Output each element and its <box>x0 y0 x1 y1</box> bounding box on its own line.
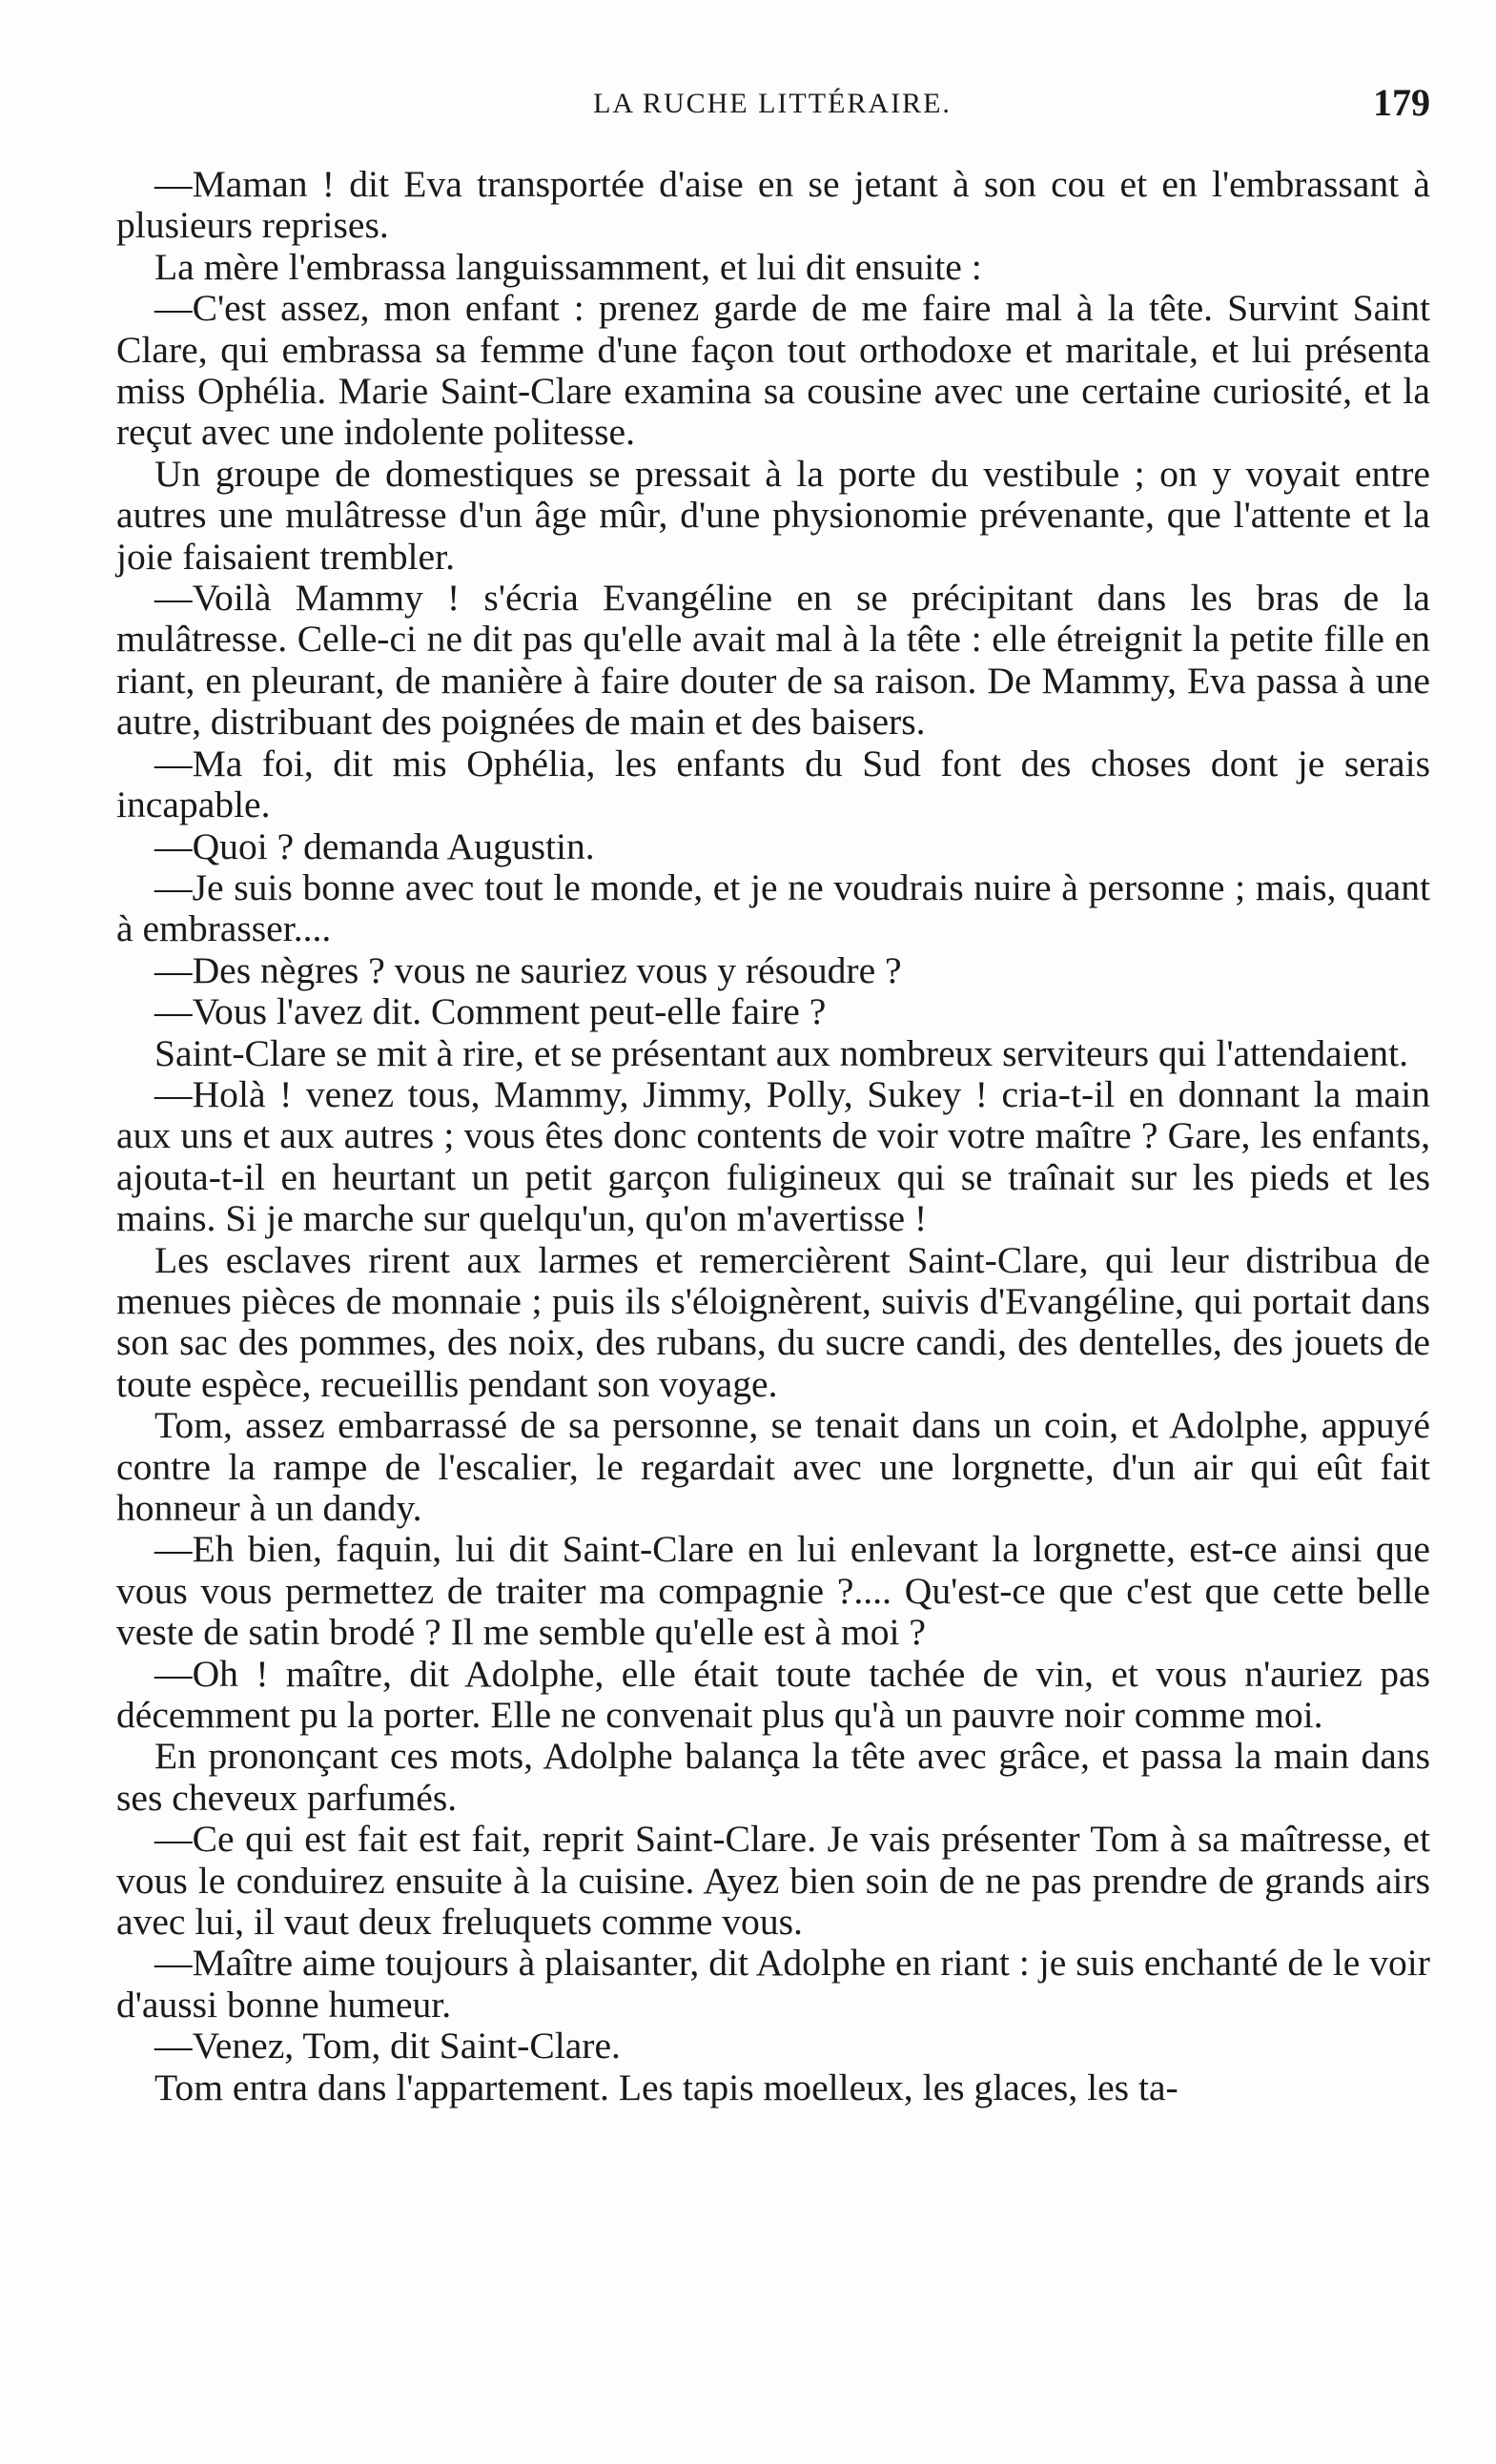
paragraph: Un groupe de domestiques se pressait à la porte du vestibule ; on y voyait entre autres une mulâtresse d'un âge mûr, d'une physionomie prévenante, que l'attente et la joie faisaient trembler. <box>116 452 1430 578</box>
paragraph: —Maître aime toujours à plaisanter, dit Adolphe en riant : je suis enchanté de le voir d'aussi bonne humeur. <box>116 1942 1430 2026</box>
paragraph: —Ma foi, dit mis Ophélia, les enfants du Sud font des choses dont je serais incapable. <box>116 742 1430 826</box>
paragraph: —Des nègres ? vous ne sauriez vous y résoudre ? <box>154 948 902 991</box>
paragraph: —C'est assez, mon enfant : prenez garde de me faire mal à la tête. Survint Saint Clare, qui embrassa sa femme d'une façon tout orthodoxe et maritale, et lui présenta miss Ophélia. Marie Saint-Clare examina sa cousine avec une certaine curiosité, et la reçut avec une indolente politesse. <box>116 287 1430 454</box>
paragraph: —Holà ! venez tous, Mammy, Jimmy, Polly, Sukey ! cria-t-il en donnant la main aux uns et aux autres ; vous êtes donc contents de voir votre maître ? Gare, les enfants, ajouta-t-il en heurtant un petit garçon fuligineux qui se traînait sur les pieds et les mains. Si je marche sur quelqu'un, qu'on m'avertisse ! <box>116 1072 1430 1240</box>
paragraph: —Maman ! dit Eva transportée d'aise en se jetant à son cou et en l'embrassant à plusieurs reprises. <box>116 163 1430 247</box>
paragraph: La mère l'embrassa languissamment, et lui dit ensuite : <box>154 245 982 288</box>
paragraph: Les esclaves rirent aux larmes et remercièrent Saint-Clare, qui leur distribua de menues pièces de monnaie ; puis ils s'éloignèrent, suivis d'Evangéline, qui portait dans son sac des pommes, des noix, des rubans, du sucre candi, des dentelles, des jouets de toute espèce, recueillis pendant son voyage. <box>116 1238 1430 1405</box>
paragraph: —Voilà Mammy ! s'écria Evangéline en se précipitant dans les bras de la mulâtresse. Celle-ci ne dit pas qu'elle avait mal à la tête : elle étreignit la petite fille en riant, en pleurant, de manière à faire douter de sa raison. De Mammy, Eva passa à une autre, distribuant des poignées de main et des baisers. <box>116 577 1430 743</box>
paragraph: Tom entra dans l'appartement. Les tapis moelleux, les glaces, les ta- <box>154 2066 1178 2108</box>
paragraph: —Ce qui est fait est fait, reprit Saint-Clare. Je vais présenter Tom à sa maîtresse, et vous le conduirez ensuite à la cuisine. Ayez bien soin de ne pas prendre de grands airs avec lui, il vaut deux freluquets comme vous. <box>116 1818 1430 1944</box>
body-text <box>116 164 1430 2108</box>
paragraph: —Eh bien, faquin, lui dit Saint-Clare en lui enlevant la lorgnette, est-ce ainsi que vous vous permettez de traiter ma compagnie ?.... Qu'est-ce que c'est que cette belle veste de satin brodé ? Il me semble qu'elle est à moi ? <box>116 1528 1430 1654</box>
paragraph: —Venez, Tom, dit Saint-Clare. <box>154 2025 621 2067</box>
paragraph: En prononçant ces mots, Adolphe balança la tête avec grâce, et passa la main dans ses cheveux parfumés. <box>116 1735 1430 1819</box>
paragraph: —Je suis bonne avec tout le monde, et je ne voudrais nuire à personne ; mais, quant à embrasser.... <box>116 865 1430 950</box>
page-number: 179 <box>1373 81 1430 124</box>
paragraph: —Quoi ? demanda Augustin. <box>154 825 595 867</box>
running-title: LA RUCHE LITTÉRAIRE. <box>593 88 952 119</box>
paragraph: Tom, assez embarrassé de sa personne, se tenait dans un coin, et Adolphe, appuyé contre la rampe de l'escalier, le regardait avec une lorgnette, d'un air qui eût fait honneur à un dandy. <box>116 1404 1430 1529</box>
paragraph: —Oh ! maître, dit Adolphe, elle était toute tachée de vin, et vous n'auriez pas décemment pu la porter. Elle ne convenait plus qu'à un pauvre noir comme moi. <box>116 1652 1430 1737</box>
paragraph: —Vous l'avez dit. Comment peut-elle faire ? <box>154 990 827 1033</box>
page-header <box>114 80 1430 137</box>
paragraph: Saint-Clare se mit à rire, et se présentant aux nombreux serviteurs qui l'attendaient. <box>154 1031 1408 1074</box>
